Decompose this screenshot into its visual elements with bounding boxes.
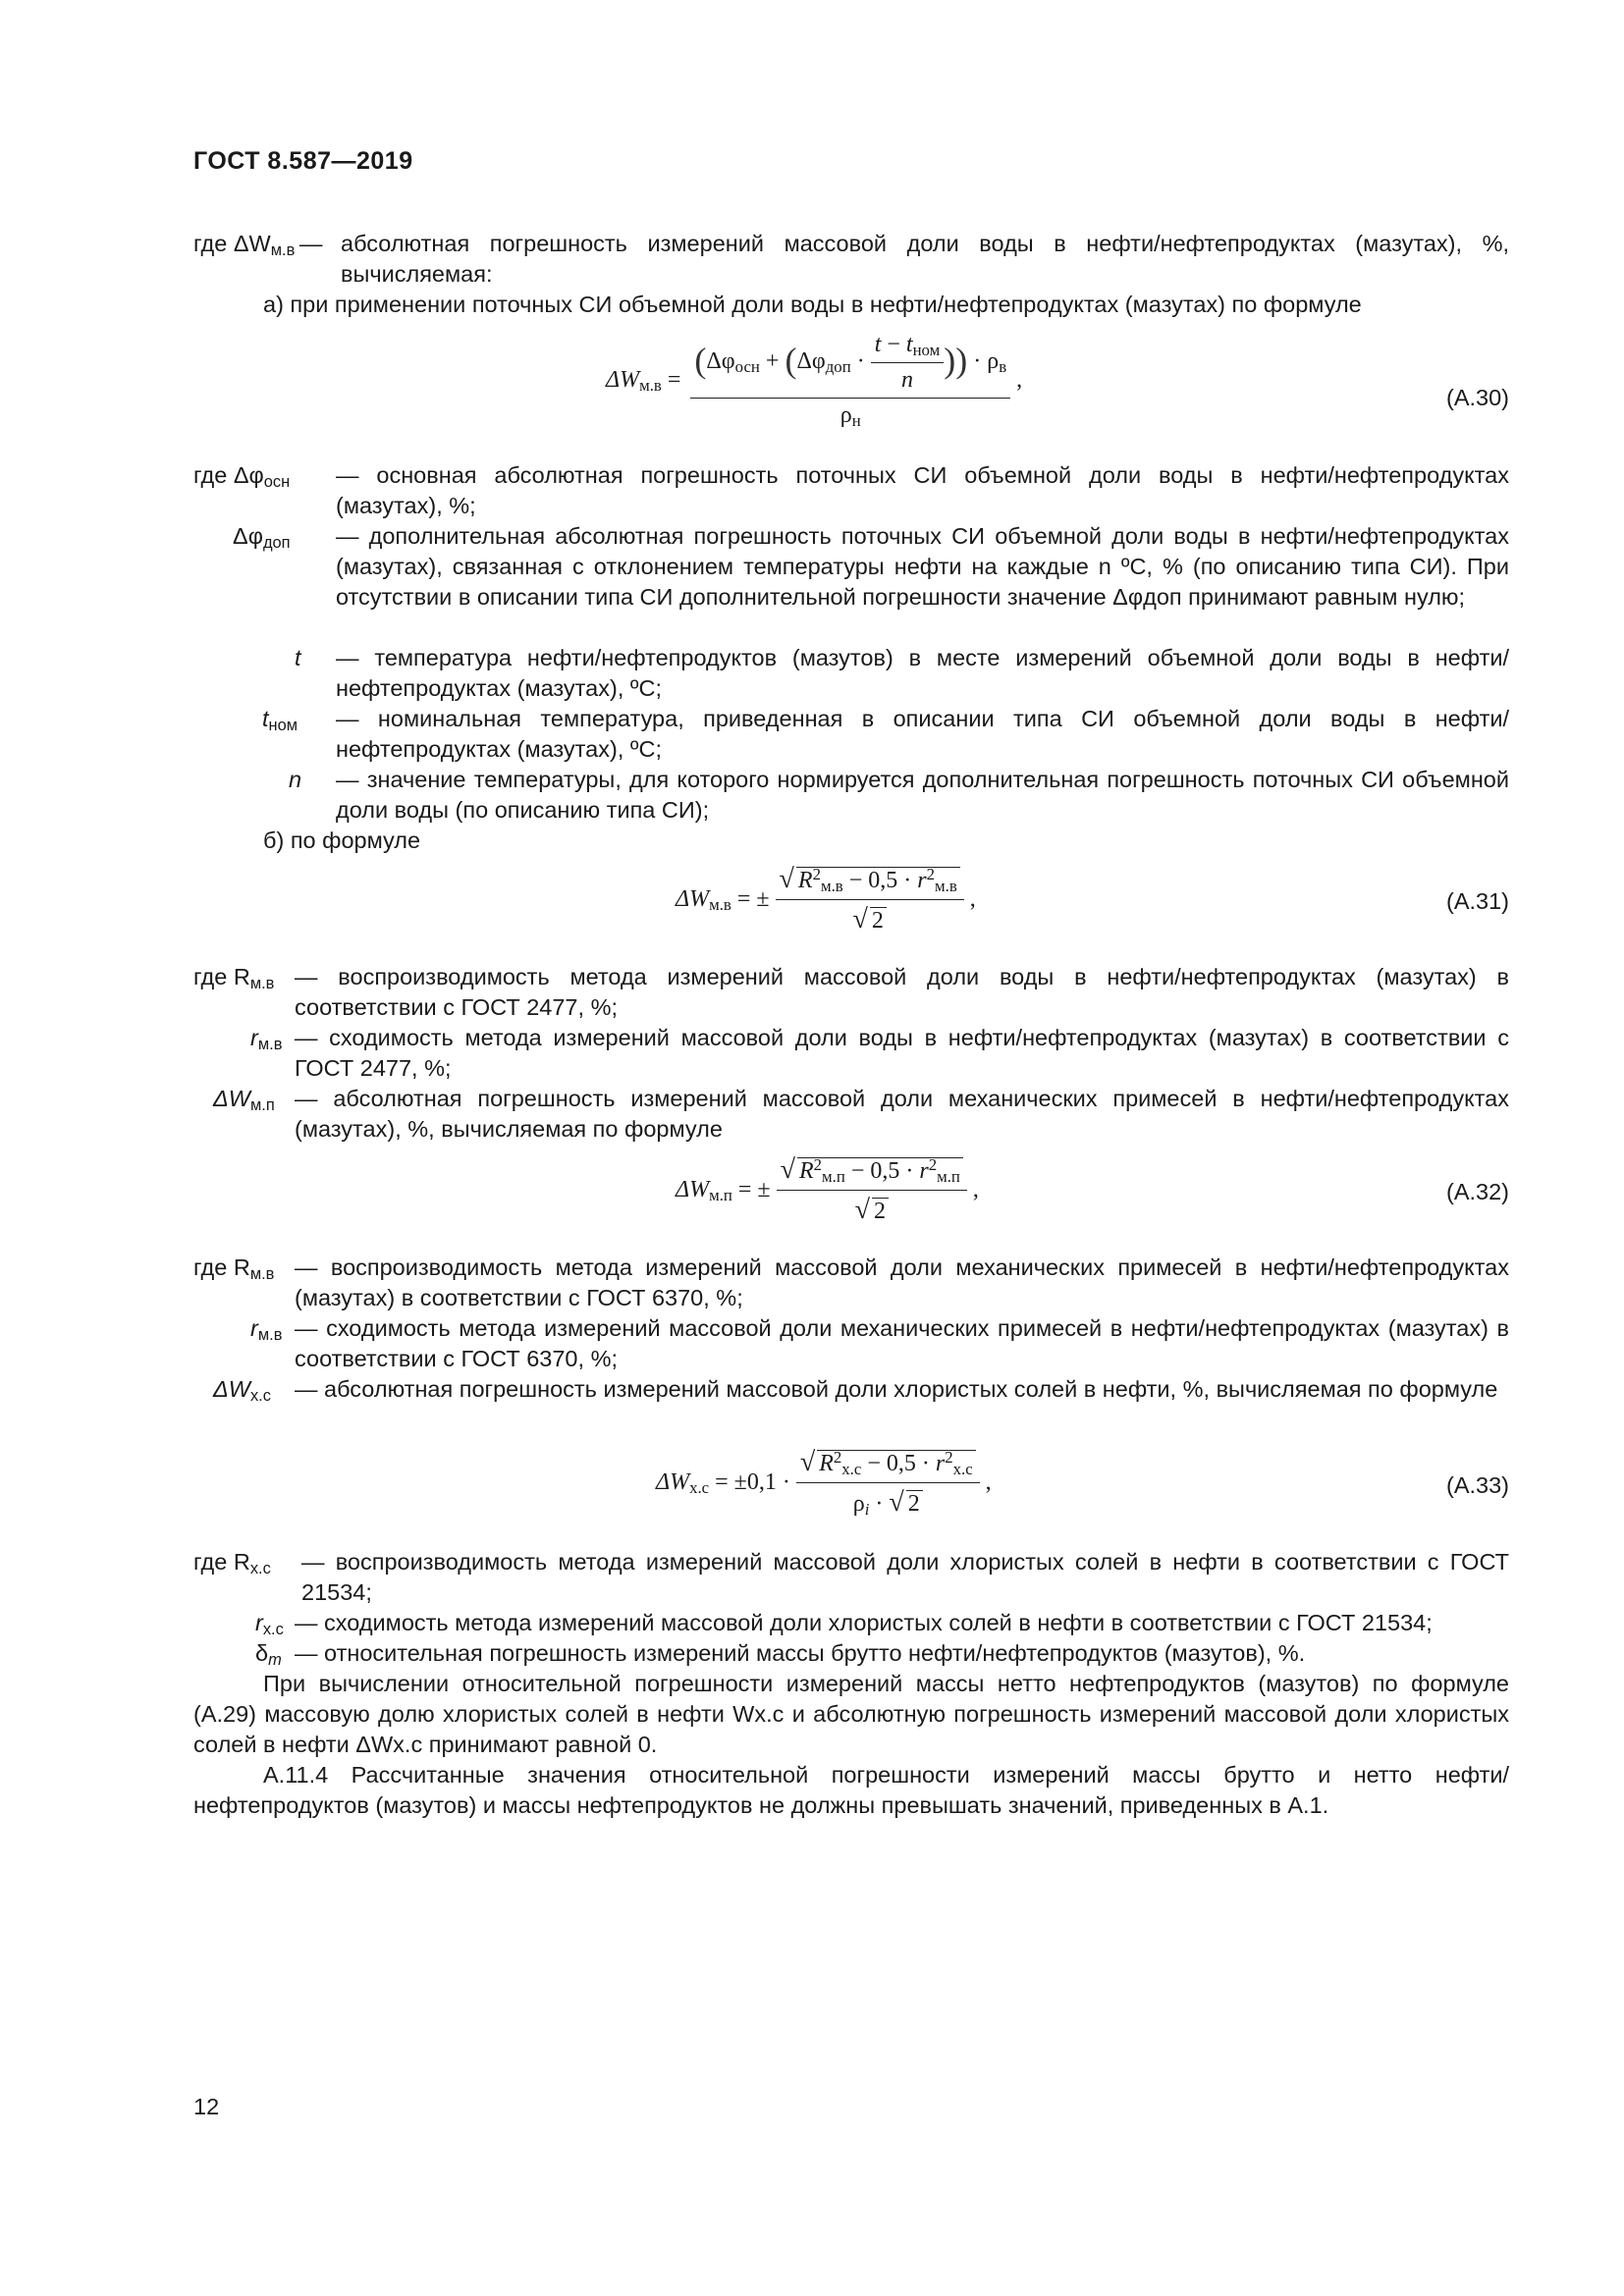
- equation-number-a31: (А.31): [1446, 888, 1509, 914]
- document-header: ГОСТ 8.587—2019: [193, 147, 413, 175]
- def-r-mp: $r_{м.в}$ — сходимость метода измерений массовой доли механических примесей в нефти/нефтепродуктах (мазутах) в соответствии с ГОСТ 6370, %;: [250, 1315, 1509, 1371]
- equation-number-a33: (А.33): [1446, 1472, 1509, 1498]
- item-b: б) по формуле: [263, 828, 421, 853]
- def-dphi-dop: $\Delta\varphi_{доп}$ — дополнительная абсолютная погрешность поточных СИ объемной доли воды в нефти/нефтепродуктах (мазутах), связанная с отклонением температуры нефти на каждые n ºС, % (по описанию типа СИ). При отсутствии в описании типа СИ дополнительной погрешности значение Δφдоп принимают равным нулю;: [233, 523, 1509, 610]
- def-R-mv: где $R_{м.в}$ — воспроизводимость метода измерений массовой доли воды в нефти/нефтепродуктах (мазутах) в соответствии с ГОСТ 2477, %;: [193, 964, 1509, 1020]
- intro-dash: —: [299, 231, 323, 256]
- def-R-xs: где $R_{х.с}$ — воспроизводимость метода измерений массовой доли хлористых солей в нефти в соответствии с ГОСТ 21534;: [193, 1549, 1509, 1605]
- def-t: t — температура нефти/нефтепродуктов (мазутов) в месте измерений объемной доли воды в нефти/нефтепродуктах (мазутах), ºС;: [295, 645, 1509, 701]
- def-r-mv: $r_{м.в}$ — сходимость метода измерений массовой доли воды в нефти/нефтепродуктах (мазутах) в соответствии с ГОСТ 2477, %;: [250, 1025, 1509, 1081]
- paragraph-a-11-4: А.11.4 Рассчитанные значения относительной погрешности измерений массы брутто и нетто нефти/нефтепродуктов (мазутов) и массы нефтепродуктов не должны превышать значений, приведенных в А.1.: [193, 1762, 1509, 1818]
- equation-a30: $\Delta W_{м.в}$ = ($\Delta\varphi_{осн} + (\Delta\varphi_{доп}$ · $\frac{t - t_{ном}}{n}$ )) · $\rho_в$ $\rho_н$ ,: [606, 332, 1023, 430]
- intro-definition: [193, 229, 1509, 290]
- intro-text: абсолютная погрешность измерений массовой доли воды в нефти/нефтепродуктах (мазутах), %, вычисляемая:: [341, 231, 1509, 287]
- equation-number-a32: (А.32): [1446, 1179, 1509, 1204]
- def-dphi-osn: где $\Delta\varphi_{осн}$ — основная абсолютная погрешность поточных СИ объемной доли воды в нефти/нефтепродуктах (мазутах), %;: [193, 462, 1509, 518]
- def-dW-mp: $\Delta W_{м.п}$ — абсолютная погрешность измерений массовой доли механических примесей в нефти/нефтепродуктах (мазутах), %, вычисляемая по формуле: [213, 1086, 1509, 1142]
- def-R-mp: где $R_{м.в}$ — воспроизводимость метода измерений массовой доли механических примесей в нефти/нефтепродуктах (мазутах) в соответствии с ГОСТ 6370, %;: [193, 1255, 1509, 1310]
- equation-a32: $\Delta W_{м.п}$ = ± $\frac{√ R^2_{м.п} - 0,5 \cdot r^2_{м.п}}{√ 2}$ ,: [676, 1154, 979, 1225]
- equation-a31: $\Delta W_{м.в}$ = ± $\frac{√ R^2_{м.в} - 0,5 \cdot r^2_{м.в}}{√ 2}$ ,: [676, 864, 976, 934]
- def-n: n — значение температуры, для которого нормируется дополнительная погрешность поточных СИ объемной доли воды (по описанию типа СИ);: [289, 767, 1509, 823]
- item-a: а) при применении поточных СИ объемной доли воды в нефти/нефтепродуктах (мазутах) по формуле: [263, 292, 1362, 317]
- def-r-xs: $r_{х.с}$ — сходимость метода измерений массовой доли хлористых солей в нефти в соответствии с ГОСТ 21534;: [255, 1610, 1433, 1638]
- def-delta-m: $\delta_m$ — относительная погрешность измерений массы брутто нефти/нефтепродуктов (мазутов), %.: [255, 1640, 1306, 1669]
- intro-symbol: где $\Delta W_{м.в}$: [193, 231, 296, 259]
- def-t-nom: $t_{ном}$ — номинальная температура, приведенная в описании типа СИ объемной доли воды в нефти/нефтепродуктах (мазутах), ºС;: [262, 706, 1509, 762]
- equation-a33: $\Delta W_{х.с} = \pm 0,1$ · $\frac{√ R^2_{х.с} - 0,5 \cdot r^2_{х.с}}{\rho_i \cdot √ 2}$ ,: [656, 1447, 992, 1519]
- equation-number-a30: (А.30): [1446, 385, 1509, 410]
- paragraph-net-mass: При вычислении относительной погрешности измерений массы нетто нефтепродуктов (мазутов) по формуле (А.29) массовую долю хлористых солей в нефти Wх.с и абсолютную погрешность измерений массовой доли хлористых солей в нефти ΔWх.с принимают равной 0.: [193, 1671, 1509, 1757]
- def-dW-xs: $\Delta W_{х.с}$ — абсолютная погрешность измерений массовой доли хлористых солей в нефти, %, вычисляемая по формуле: [213, 1376, 1498, 1405]
- page-number: 12: [193, 2094, 220, 2119]
